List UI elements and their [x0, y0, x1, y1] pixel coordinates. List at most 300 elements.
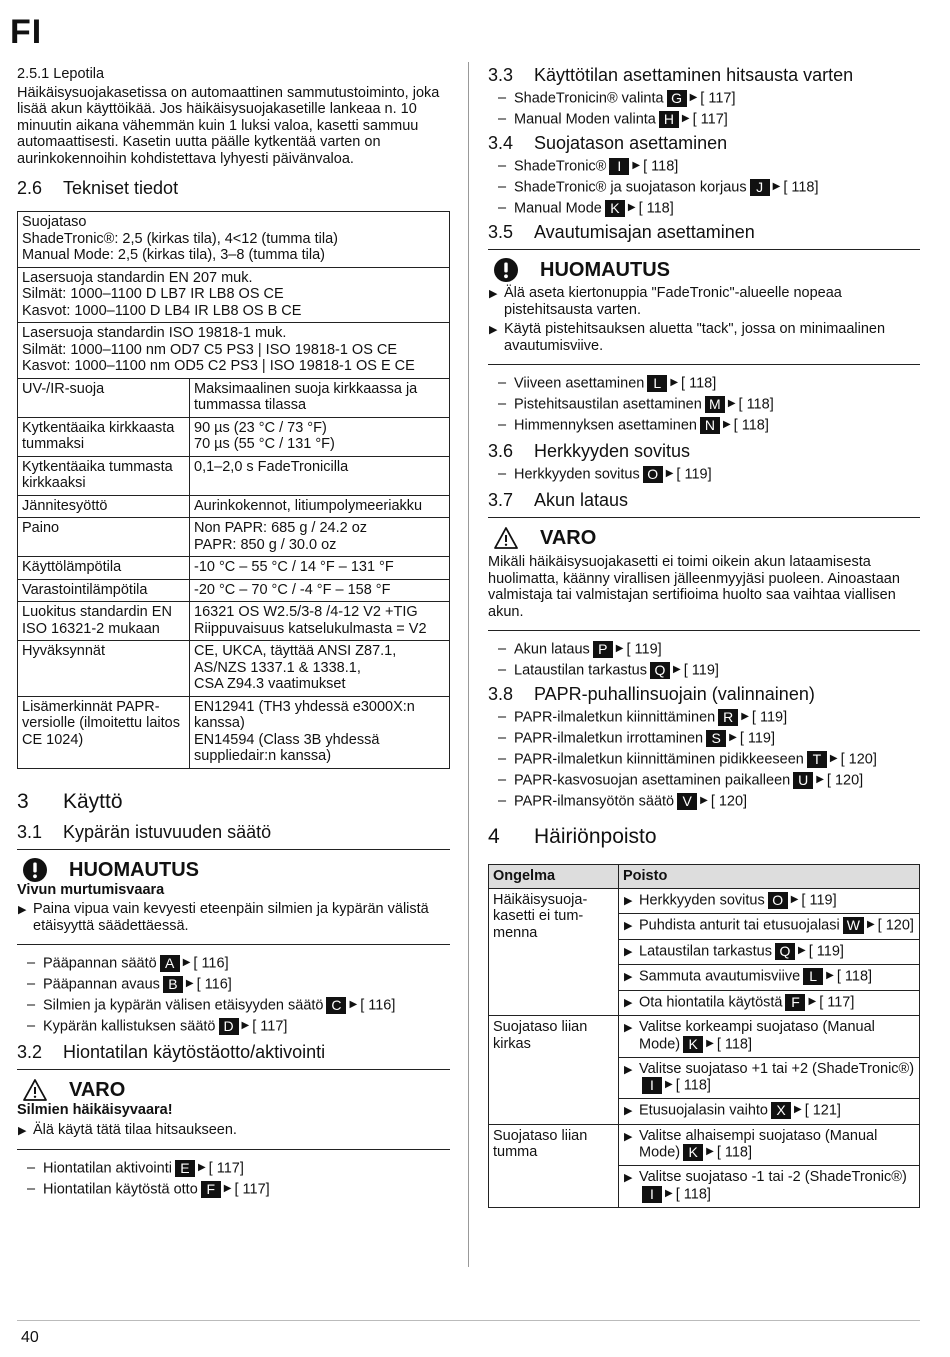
spec-value: 16321 OS W2.5/3-8 /4-12 V2 +TIG Riippuvaisuus katselukulmasta = V2 — [190, 602, 450, 641]
spec-key: Paino — [18, 518, 190, 557]
section-3-2-list — [17, 1160, 450, 1198]
section-title: Kypärän istuvuuden säätö — [63, 821, 272, 842]
solution-cell — [619, 1057, 920, 1099]
figure-key-badge: D — [219, 1018, 239, 1035]
triangle-pointer-icon: ▶ — [624, 945, 633, 958]
figure-key-badge: I — [642, 1077, 662, 1094]
problem-cell: Suojataso liian tumma — [489, 1124, 619, 1207]
spec-cell-full — [18, 323, 450, 379]
notice-box-lever — [17, 849, 450, 946]
figure-key-badge: I — [642, 1186, 662, 1203]
spec-line: ShadeTronic®: 2,5 (kirkas tila), 4<12 (tumma tila) — [22, 230, 338, 247]
dash-marker: – — [498, 200, 507, 217]
spec-key: Lisämerkinnät PAPR-versiolle (ilmoitettu laitos CE 1024) — [18, 696, 190, 768]
list-item-text: Manual Moden valinta — [514, 111, 656, 128]
list-item-text: Manual Mode — [514, 200, 602, 217]
list-item-text: Himmennyksen asettaminen — [514, 417, 697, 434]
notice-item: ▶ Paina vipua vain kevyesti eteenpäin silmien ja kypärän välistä etäisyyttä säädettäessä. — [18, 901, 429, 934]
small-arrow-icon: ▶ — [808, 995, 817, 1007]
figure-key-badge: B — [163, 976, 183, 993]
column-divider — [468, 62, 469, 1267]
dash-marker: – — [498, 158, 507, 175]
list-item-body — [514, 709, 787, 726]
section-title: Suojatason asettaminen — [534, 133, 728, 153]
exclamation-circle-icon — [23, 858, 47, 882]
solution-text: Valitse alhaisempi suojataso (Manual Mode) — [639, 1127, 878, 1161]
section-title: Hiontatilan käytöstäotto/aktivointi — [63, 1042, 326, 1062]
solution-cell — [619, 1124, 920, 1166]
section-number: 2.6 — [17, 178, 43, 198]
solution-body — [639, 892, 837, 910]
solution-item — [623, 892, 915, 910]
list-item — [17, 1160, 450, 1177]
page-reference: [ 120] — [877, 917, 914, 934]
dash-marker: – — [498, 466, 507, 483]
figure-key-badge: K — [683, 1144, 703, 1161]
warning-triangle-icon — [23, 1078, 47, 1102]
dash-marker: – — [27, 1160, 36, 1177]
caution-box-grinding — [17, 1069, 450, 1150]
column-header-solution: Poisto — [619, 865, 920, 889]
page-reference: [ 116] — [360, 997, 396, 1014]
spec-key: Käyttölämpötila — [18, 557, 190, 580]
page-reference: [ 118] — [783, 179, 819, 196]
dash-marker: – — [498, 111, 507, 128]
list-item-body — [43, 1018, 287, 1035]
language-code: FI — [10, 13, 43, 51]
page-reference: [ 118] — [638, 200, 674, 217]
list-item-body — [514, 158, 678, 175]
page-reference: [ 119] — [801, 891, 837, 908]
page-reference: [ 117] — [252, 1018, 288, 1035]
list-item-body — [514, 90, 736, 107]
triangle-pointer-icon: ▶ — [624, 1130, 633, 1143]
page-reference: [ 117] — [819, 993, 855, 1010]
caution-text: Mikäli häikäisysuojakasetti ei toimi oikein akun lataamisesta huolimatta, käänny virallisen jälleenmyyjäsi puoleen. Ainoastaan valmistaja tai valmistajan sertifioima huolto saa vaihtaa viallisen akun. — [488, 554, 900, 620]
dash-marker: – — [498, 751, 507, 768]
list-item-text: Lataustilan tarkastus — [514, 662, 647, 679]
section-3-1-heading — [17, 821, 450, 843]
small-arrow-icon: ▶ — [706, 1037, 714, 1049]
list-item-text: Hiontatilan aktivointi — [43, 1160, 172, 1177]
left-column — [17, 62, 450, 1198]
triangle-pointer-icon: ▶ — [624, 1022, 633, 1034]
triangle-pointer-icon: ▶ — [624, 996, 633, 1009]
figure-key-badge: H — [659, 111, 679, 128]
list-item-body — [43, 1181, 270, 1198]
table-row — [18, 518, 450, 557]
solution-item — [623, 994, 915, 1012]
list-item — [17, 1181, 450, 1198]
figure-key-badge: R — [718, 709, 738, 726]
spec-line: Lasersuoja standardin EN 207 muk. — [22, 269, 253, 286]
page-reference: [ 119] — [751, 709, 788, 726]
solution-item — [623, 968, 915, 986]
section-title: Avautumisajan asettaminen — [534, 222, 755, 242]
list-item-body — [514, 200, 674, 217]
small-arrow-icon: ▶ — [241, 1020, 250, 1032]
list-item-text: Herkkyyden sovitus — [514, 466, 640, 483]
triangle-pointer-icon: ▶ — [624, 920, 633, 932]
section-number: 3.6 — [488, 441, 514, 461]
small-arrow-icon: ▶ — [793, 1104, 802, 1116]
small-arrow-icon: ▶ — [197, 1162, 206, 1174]
figure-key-badge: F — [201, 1181, 221, 1198]
list-item-body — [514, 111, 728, 128]
list-item-text: ShadeTronicin® valinta — [514, 90, 664, 107]
spec-value: -20 °C – 70 °C / -4 °F – 158 °F — [190, 579, 450, 602]
list-item — [17, 1018, 450, 1035]
section-2-6-heading — [17, 177, 450, 199]
notice-item — [488, 321, 920, 354]
figure-key-badge: Q — [775, 943, 795, 960]
spec-key: Jännitesyöttö — [18, 495, 190, 518]
small-arrow-icon: ▶ — [627, 202, 636, 214]
notice-title: HUOMAUTUS — [488, 258, 920, 282]
section-number: 3.5 — [488, 222, 514, 242]
page-reference: [ 117] — [208, 1160, 244, 1177]
solution-item — [623, 1169, 915, 1203]
small-arrow-icon: ▶ — [681, 113, 690, 125]
figure-key-badge: O — [643, 466, 663, 483]
solution-cell — [619, 990, 920, 1016]
solution-cell — [619, 914, 920, 940]
section-2-5-1-text: Häikäisysuojakasetissa on automaattinen sammutustoiminto, joka lisää akun käyttöikää. Jos häikäisysuojakasetille lankeaa n. 10 minuutin aikana vähemmän kuin 1 luksi valoa, kasetti sammuu automaattisesti. Kasetin uutta päälle kytkentää varten on aurinkokennoihin kohdistettava lyhyesti päivänvaloa. — [17, 84, 440, 167]
figure-key-badge: T — [807, 751, 827, 768]
spec-line: Silmät: 1000–1100 nm OD7 C5 PS3 | ISO 19818-1 OS CE — [22, 341, 398, 358]
solution-text: Herkkyyden sovitus — [639, 891, 765, 908]
solution-text: Etusuojalasin vaihto — [639, 1102, 768, 1119]
list-item — [488, 662, 920, 679]
section-3-3-heading — [488, 64, 920, 86]
problem-cell: Suojataso liian kirkas — [489, 1016, 619, 1125]
solution-cell — [619, 888, 920, 914]
small-arrow-icon: ▶ — [349, 999, 358, 1011]
list-item — [17, 955, 450, 972]
solution-body — [639, 1102, 841, 1120]
solution-text: Lataustilan tarkastus — [639, 942, 772, 959]
page-reference: [ 117] — [234, 1181, 270, 1198]
list-item-text: Kypärän kallistuksen säätö — [43, 1018, 216, 1035]
solution-cell — [619, 939, 920, 965]
spec-line: Kasvot: 1000–1100 nm OD5 C2 PS3 | ISO 19818-1 OS E CE — [22, 358, 415, 374]
page-reference: [ 117] — [692, 111, 728, 128]
dash-marker: – — [27, 997, 36, 1014]
triangle-pointer-icon: ▶ — [624, 1172, 633, 1184]
problem-cell: Häikäisysuoja-kasetti ei tum-menna — [489, 888, 619, 1016]
table-row — [489, 1124, 920, 1166]
list-item — [488, 641, 920, 658]
figure-key-badge: V — [677, 793, 697, 810]
small-arrow-icon: ▶ — [741, 711, 749, 723]
section-title: PAPR-puhallinsuojain (valinnainen) — [534, 684, 815, 704]
spec-cell-full — [18, 212, 450, 268]
figure-key-badge: M — [705, 396, 725, 413]
dash-marker: – — [498, 417, 507, 434]
figure-key-badge: F — [785, 994, 805, 1011]
figure-key-badge: O — [768, 892, 788, 909]
solution-body — [639, 1061, 915, 1095]
page-reference: [ 116] — [196, 976, 232, 993]
section-number: 3.8 — [488, 684, 514, 704]
list-item — [488, 158, 920, 175]
solution-text: Sammuta avautumisviive — [639, 968, 801, 985]
caution-item: ▶ Älä käytä tätä tilaa hitsaukseen. — [18, 1121, 237, 1138]
spec-line: Manual Mode: 2,5 (kirkas tila), 3–8 (tumma tila) — [22, 247, 325, 263]
section-title: Häiriönpoisto — [534, 825, 657, 848]
small-arrow-icon: ▶ — [700, 795, 708, 807]
spec-line: Lasersuoja standardin ISO 19818-1 muk. — [22, 325, 287, 341]
figure-key-badge: C — [326, 997, 346, 1014]
page-reference: [ 119] — [739, 730, 776, 747]
section-title: Tekniset tiedot — [63, 178, 179, 198]
triangle-pointer-icon: ▶ — [624, 1105, 633, 1117]
page-reference: [ 119] — [683, 662, 719, 679]
section-3-5-list — [488, 375, 920, 434]
spec-key: Kytkentäaika tummasta kirkkaaksi — [18, 456, 190, 495]
solution-body — [639, 943, 844, 961]
section-3-6-heading — [488, 440, 920, 462]
dash-marker: – — [498, 179, 507, 196]
section-3-6-list — [488, 466, 920, 483]
page-reference: [ 116] — [193, 955, 229, 972]
list-item-body — [514, 793, 747, 810]
page-reference: [ 121] — [804, 1102, 841, 1119]
triangle-pointer-icon: ▶ — [18, 904, 27, 916]
list-item-body — [514, 641, 662, 658]
page-reference: [ 118] — [738, 396, 774, 413]
figure-key-badge: X — [771, 1102, 791, 1119]
page-reference: [ 119] — [676, 466, 712, 483]
section-number: 3 — [17, 789, 29, 813]
spec-value: Aurinkokennot, litiumpolymeeriakku — [190, 495, 450, 518]
page-reference: [ 118] — [836, 968, 873, 985]
page-reference: [ 120] — [710, 793, 748, 810]
section-number: 4 — [488, 825, 500, 848]
solution-text: Puhdista anturit tai etusuojalasi — [639, 917, 840, 934]
small-arrow-icon: ▶ — [670, 377, 679, 389]
page-reference: [ 119] — [626, 641, 662, 658]
spec-key: Kytkentäaika kirkkaasta tummaksi — [18, 417, 190, 456]
page-reference: [ 118] — [643, 158, 679, 175]
solution-item — [623, 917, 915, 935]
section-number: 3.4 — [488, 133, 514, 153]
triangle-pointer-icon: ▶ — [624, 1063, 633, 1076]
table-row — [18, 495, 450, 518]
table-row — [18, 557, 450, 580]
small-arrow-icon: ▶ — [182, 957, 191, 969]
spec-value: 90 µs (23 °C / 73 °F) 70 µs (55 °C / 131 °F) — [190, 417, 450, 456]
notice-items — [488, 285, 920, 354]
solution-cell — [619, 965, 920, 991]
dash-marker: – — [27, 1018, 36, 1035]
small-arrow-icon: ▶ — [665, 1079, 673, 1091]
list-item — [488, 179, 920, 196]
list-item — [488, 751, 920, 768]
page-reference: [ 118] — [733, 417, 769, 434]
list-item — [488, 772, 920, 789]
spec-line: Kasvot: 1000–1100 D LB4 IR LB8 OS B CE — [22, 302, 302, 319]
table-row — [18, 267, 450, 323]
small-arrow-icon: ▶ — [829, 753, 838, 765]
list-item-text: PAPR-kasvosuojan asettaminen paikalleen — [514, 772, 791, 789]
figure-key-badge: K — [683, 1036, 703, 1053]
figure-key-badge: U — [793, 772, 813, 789]
solution-item — [623, 1128, 915, 1162]
page-reference: [ 120] — [826, 772, 864, 789]
spec-key: Hyväksynnät — [18, 641, 190, 697]
dash-marker: – — [498, 90, 507, 107]
section-3-1-list — [17, 955, 450, 1035]
spec-key: UV-/IR-suoja — [18, 378, 190, 417]
spec-line: Suojataso — [22, 214, 87, 230]
section-3-5-heading — [488, 221, 920, 243]
table-row — [18, 212, 450, 268]
dash-marker: – — [498, 793, 507, 810]
list-item-text: ShadeTronic® — [514, 158, 607, 175]
figure-key-badge: W — [843, 917, 864, 934]
figure-key-badge: J — [750, 179, 770, 196]
solution-text: Valitse suojataso +1 tai +2 (ShadeTronic®) — [639, 1060, 915, 1077]
dash-marker: – — [498, 730, 507, 747]
notice-item-text: Älä aseta kiertonuppia "FadeTronic"-alueelle nopeaa pistehitsausta varten. — [504, 285, 842, 318]
spec-value: -10 °C – 55 °C / 14 °F – 131 °F — [190, 557, 450, 580]
triangle-pointer-icon: ▶ — [18, 1124, 27, 1137]
list-item — [17, 997, 450, 1014]
triangle-pointer-icon: ▶ — [624, 894, 633, 907]
list-item — [488, 466, 920, 483]
table-row — [18, 417, 450, 456]
caution-box-battery — [488, 517, 920, 631]
spec-value: 0,1–2,0 s FadeTronicilla — [190, 456, 450, 495]
solution-cell — [619, 1166, 920, 1208]
figure-key-badge: Q — [650, 662, 670, 679]
list-item — [488, 90, 920, 107]
dash-marker: – — [27, 1181, 36, 1198]
notice-title: HUOMAUTUS — [17, 858, 450, 882]
list-item — [488, 375, 920, 392]
small-arrow-icon: ▶ — [816, 774, 824, 786]
list-item-body — [514, 396, 774, 413]
table-row — [18, 378, 450, 417]
page-reference: [ 118] — [716, 1035, 753, 1052]
small-arrow-icon: ▶ — [729, 732, 737, 744]
small-arrow-icon: ▶ — [632, 160, 641, 172]
spec-key: Luokitus standardin EN ISO 16321-2 mukaan — [18, 602, 190, 641]
list-item — [488, 730, 920, 747]
table-row — [489, 888, 920, 914]
list-item-body — [514, 772, 863, 789]
section-number: 3.1 — [17, 821, 43, 842]
solution-text: Ota hiontatila käytöstä — [639, 993, 783, 1010]
figure-key-badge: K — [605, 200, 625, 217]
dash-marker: – — [498, 662, 507, 679]
solution-item — [623, 1102, 915, 1120]
solution-body — [639, 1169, 915, 1203]
caution-subtitle: Silmien häikäisyvaara! — [17, 1102, 173, 1118]
section-number: 3.2 — [17, 1042, 43, 1062]
small-arrow-icon: ▶ — [665, 468, 674, 480]
small-arrow-icon: ▶ — [866, 919, 875, 931]
solution-text: Valitse korkeampi suojataso (Manual Mode) — [639, 1019, 875, 1052]
list-item-text: Akun lataus — [514, 641, 590, 658]
figure-key-badge: N — [700, 417, 720, 434]
small-arrow-icon: ▶ — [727, 398, 736, 410]
small-arrow-icon: ▶ — [185, 978, 194, 990]
table-row — [18, 579, 450, 602]
figure-key-badge: G — [667, 90, 687, 107]
section-3-3-list — [488, 90, 920, 128]
dash-marker: – — [498, 396, 507, 413]
solution-item — [623, 943, 915, 961]
small-arrow-icon: ▶ — [790, 893, 799, 905]
solution-item — [623, 1061, 915, 1095]
list-item-body — [43, 976, 232, 993]
notice-box-fadetronic — [488, 249, 920, 365]
triangle-pointer-icon: ▶ — [489, 324, 498, 336]
section-title: Akun lataus — [534, 490, 629, 510]
table-row — [18, 641, 450, 697]
page-reference: [ 118] — [675, 1185, 711, 1202]
section-number: 3.3 — [488, 65, 514, 85]
list-item-body — [43, 997, 395, 1014]
section-3-7-list — [488, 641, 920, 679]
list-item-body — [514, 179, 819, 196]
table-header-row — [489, 865, 920, 889]
small-arrow-icon: ▶ — [706, 1146, 714, 1158]
small-arrow-icon: ▶ — [665, 1187, 673, 1199]
table-row — [18, 323, 450, 379]
section-3-4-list — [488, 158, 920, 217]
list-item — [17, 976, 450, 993]
list-item-text: PAPR-ilmaletkun kiinnittäminen — [514, 709, 716, 726]
small-arrow-icon: ▶ — [722, 419, 731, 431]
notice-item-text: Käytä pistehitsauksen aluetta "tack", jossa on minimaalinen avautumisviive. — [504, 321, 886, 354]
figure-key-badge: P — [593, 641, 613, 658]
solution-item — [623, 1019, 915, 1053]
notice-subtitle: Vivun murtumisvaara — [17, 881, 165, 898]
list-item — [488, 417, 920, 434]
list-item-body — [43, 1160, 244, 1177]
figure-key-badge: I — [609, 158, 629, 175]
small-arrow-icon: ▶ — [772, 181, 781, 193]
list-item — [488, 793, 920, 810]
section-3-2-heading — [17, 1041, 450, 1063]
triangle-pointer-icon: ▶ — [489, 288, 498, 300]
table-row — [18, 696, 450, 768]
spec-value: Non PAPR: 685 g / 24.2 oz PAPR: 850 g / 30.0 oz — [190, 518, 450, 557]
section-3-7-heading — [488, 489, 920, 511]
section-4-heading — [488, 824, 920, 850]
list-item-text: Pääpannan avaus — [43, 976, 160, 993]
dash-marker: – — [498, 709, 507, 726]
page-reference: [ 120] — [840, 751, 877, 768]
list-item-body — [514, 730, 775, 747]
list-item-text: Silmien ja kypärän välisen etäisyyden säätö — [43, 997, 324, 1014]
solution-text: Valitse suojataso -1 tai -2 (ShadeTronic®) — [639, 1169, 907, 1185]
right-column — [488, 62, 920, 1208]
exclamation-circle-icon — [494, 258, 518, 282]
table-row — [18, 456, 450, 495]
solution-body — [639, 917, 914, 935]
list-item-body — [43, 955, 229, 972]
page-reference: [ 118] — [716, 1144, 753, 1161]
list-item-text: Pistehitsaustilan asettaminen — [514, 396, 702, 413]
list-item-text: Viiveen asettaminen — [514, 375, 645, 392]
dash-marker: – — [498, 772, 507, 789]
list-item-text: Pääpannan säätö — [43, 955, 157, 972]
triangle-pointer-icon: ▶ — [624, 971, 633, 983]
